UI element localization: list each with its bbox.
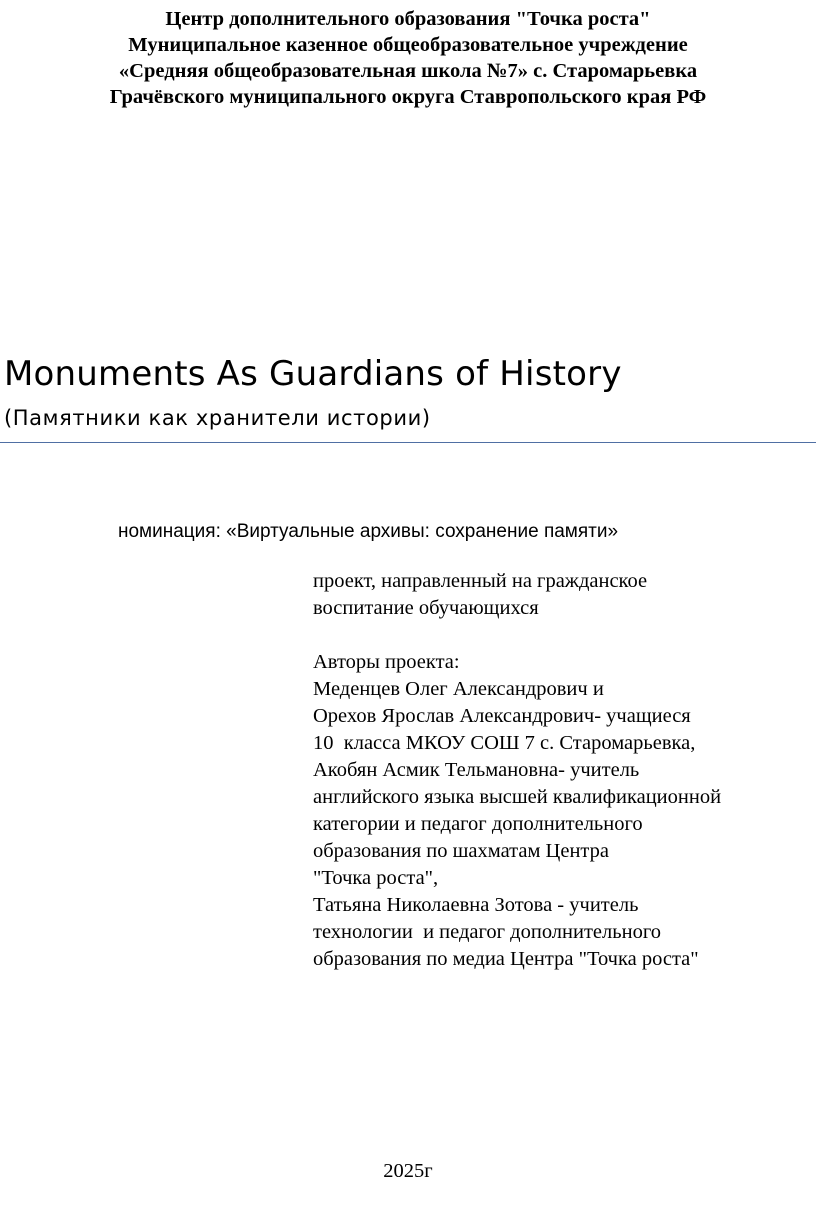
author-line: английского языка высшей квалификационной — [313, 786, 722, 808]
header-line: Грачёвского муниципального округа Ставропольского края РФ — [109, 86, 707, 108]
author-line: технологии и педагог дополнительного — [313, 921, 661, 943]
author-line: Меденцев Олег Александрович и — [313, 678, 604, 700]
institution-header — [0, 6, 816, 110]
project-details — [313, 568, 721, 973]
spacer — [313, 622, 721, 649]
author-line: "Точка роста", — [313, 867, 439, 889]
project-description-line: воспитание обучающихся — [313, 597, 539, 619]
title-divider — [0, 442, 816, 443]
author-line: образования по медиа Центра "Точка роста" — [313, 948, 699, 970]
header-line: Центр дополнительного образования "Точка роста" — [165, 8, 651, 30]
header-line: «Средняя общеобразовательная школа №7» с. Старомарьевка — [118, 60, 698, 82]
author-line: образования по шахматам Центра — [313, 840, 609, 862]
author-line: Орехов Ярослав Александрович- учащиеся — [313, 705, 691, 727]
document-year: 2025г — [383, 1160, 433, 1182]
document-subtitle: (Памятники как хранители истории) — [4, 406, 431, 430]
header-line: Муниципальное казенное общеобразовательное учреждение — [128, 34, 688, 56]
project-description-line: проект, направленный на гражданское — [313, 570, 648, 592]
author-line: Татьяна Николаевна Зотова - учитель — [313, 894, 639, 916]
author-line: 10 класса МКОУ СОШ 7 с. Старомарьевка, — [313, 732, 696, 754]
document-title: Monuments As Guardians of History — [4, 354, 622, 394]
authors-heading: Авторы проекта: — [313, 651, 460, 673]
author-line: категории и педагог дополнительного — [313, 813, 643, 835]
author-line: Акобян Асмик Тельмановна- учитель — [313, 759, 640, 781]
nomination-text: номинация: «Виртуальные архивы: сохранение памяти» — [118, 521, 619, 542]
